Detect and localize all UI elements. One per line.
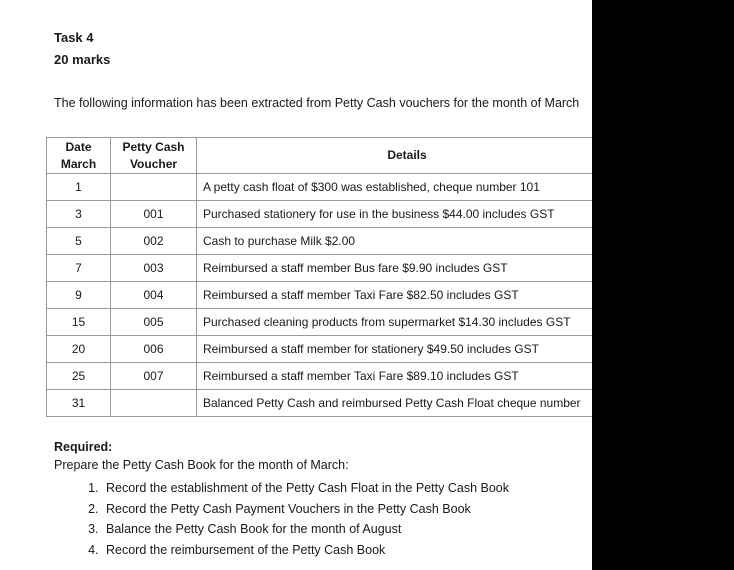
cell-details: Purchased stationery for use in the business $44.00 includes GST [197,201,658,228]
header-date-line1: Date [65,139,92,154]
cell-details: Balanced Petty Cash and reimbursed Petty Cash Float cheque number [197,390,658,417]
table-row [47,336,658,363]
cell-details: Reimbursed a staff member Bus fare $9.90 includes GST [197,255,658,282]
header-date-line2: March [60,156,97,171]
cell-voucher: 006 [111,336,197,363]
cell-date: 5 [47,228,111,255]
cell-date: 15 [47,309,111,336]
table-row [47,363,658,390]
cell-details: Purchased cleaning products from supermarket $14.30 includes GST [197,309,658,336]
cell-voucher: 004 [111,282,197,309]
cell-date: 1 [47,174,111,201]
header-voucher-line1: Petty Cash [122,139,185,154]
task-marks: 20 marks [54,52,111,67]
cell-date: 3 [47,201,111,228]
required-label: Required: [54,440,113,454]
table-row [47,390,658,417]
cell-date: 31 [47,390,111,417]
header-voucher [111,138,197,174]
cell-voucher [111,390,197,417]
cell-voucher [111,174,197,201]
table-row [47,255,658,282]
header-date [47,138,111,174]
cell-voucher: 005 [111,309,197,336]
table-row [47,201,658,228]
table-row [47,228,658,255]
table-row [47,174,658,201]
cell-date: 25 [47,363,111,390]
table-header-row [47,138,658,174]
list-item: 2. Record the Petty Cash Payment Vouchers in the Petty Cash Book [102,499,509,520]
list-item: 3. Balance the Petty Cash Book for the month of August [102,519,509,540]
task-title: Task 4 [54,30,94,45]
list-item: 4. Record the reimbursement of the Petty Cash Book [102,540,509,561]
cell-details: Reimbursed a staff member Taxi Fare $89.10 includes GST [197,363,658,390]
cell-voucher: 007 [111,363,197,390]
cell-details: Cash to purchase Milk $2.00 [197,228,658,255]
cell-date: 7 [47,255,111,282]
cell-voucher: 001 [111,201,197,228]
cell-date: 20 [47,336,111,363]
intro-text: The following information has been extracted from Petty Cash vouchers for the month of March [54,96,580,110]
petty-cash-voucher-table [46,137,658,417]
header-details: Details [197,138,658,174]
cell-voucher: 002 [111,228,197,255]
required-intro: Prepare the Petty Cash Book for the month of March: [54,458,349,472]
header-voucher-line2: Voucher [129,156,178,171]
cell-details: Reimbursed a staff member for stationery $49.50 includes GST [197,336,658,363]
cell-details: A petty cash float of $300 was established, cheque number 101 [197,174,658,201]
required-list [54,478,509,560]
redaction-panel [592,0,734,570]
table-row [47,282,658,309]
table-row [47,309,658,336]
list-item: 1. Record the establishment of the Petty Cash Float in the Petty Cash Book [102,478,509,499]
cell-details: Reimbursed a staff member Taxi Fare $82.50 includes GST [197,282,658,309]
required-section [54,440,509,560]
cell-voucher: 003 [111,255,197,282]
cell-date: 9 [47,282,111,309]
